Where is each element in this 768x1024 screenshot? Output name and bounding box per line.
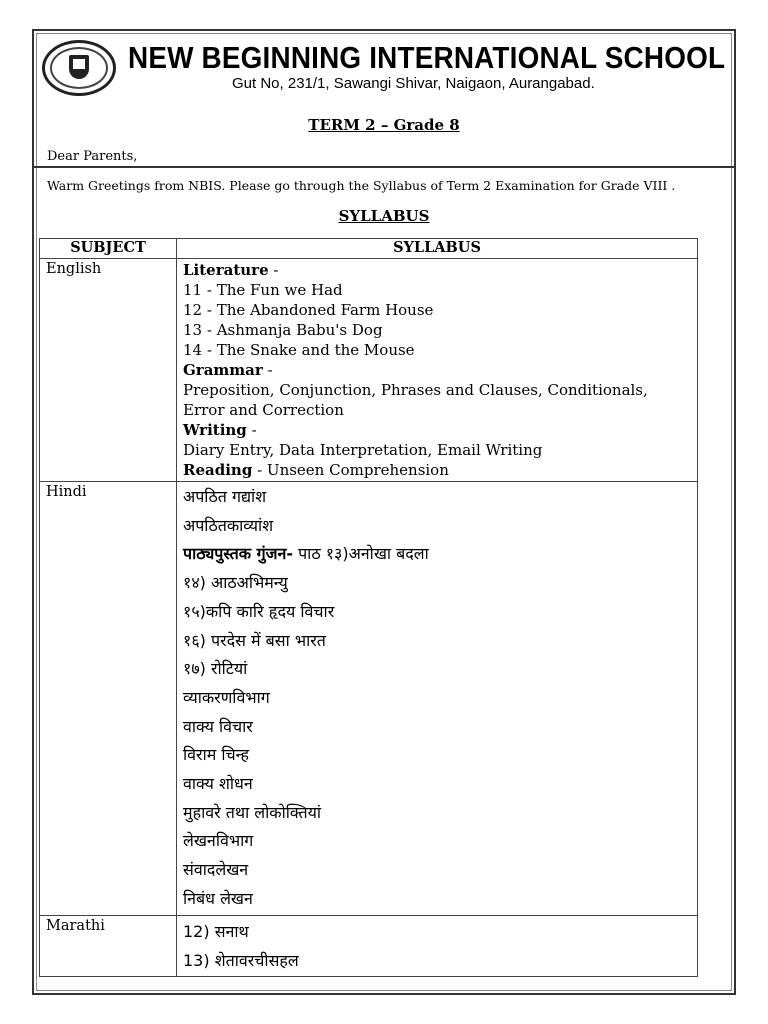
list-item: अपठितकाव्यांश bbox=[183, 515, 274, 535]
subject-marathi: Marathi bbox=[40, 915, 177, 976]
header-subject: SUBJECT bbox=[40, 239, 177, 259]
logo-shield-icon bbox=[69, 55, 89, 79]
list-item: 11 - The Fun we Had bbox=[183, 281, 343, 299]
list-item: संवादलेखन bbox=[183, 860, 249, 880]
list-item: विराम चिन्ह bbox=[183, 745, 249, 765]
subject-hindi: Hindi bbox=[40, 482, 177, 916]
list-item: लेखनविभाग bbox=[183, 831, 254, 851]
subject-english: English bbox=[40, 259, 177, 482]
list-item: व्याकरणविभाग bbox=[183, 687, 270, 707]
list-item: मुहावरे तथा लोकोक्तियां bbox=[183, 802, 321, 822]
table-row-hindi bbox=[40, 482, 698, 916]
writing-heading: Writing - bbox=[183, 421, 257, 439]
table-row-marathi bbox=[40, 915, 698, 976]
textbook-text: पाठ १३)अनोखा बदला bbox=[293, 544, 429, 564]
term-title: TERM 2 – Grade 8 bbox=[308, 116, 460, 134]
school-address: Gut No, 231/1, Sawangi Shivar, Naigaon, Aurangabad. bbox=[232, 75, 595, 92]
table-row-english bbox=[40, 259, 698, 482]
list-item: 14 - The Snake and the Mouse bbox=[183, 341, 415, 359]
textbook-label: पाठ्यपुस्तक गुंजन- bbox=[183, 544, 293, 564]
list-item: 12) सनाथ bbox=[183, 921, 249, 941]
list-item: निबंध लेखन bbox=[183, 888, 253, 908]
literature-label: Literature bbox=[183, 261, 269, 279]
list-item: 13) शेतावरचीसहल bbox=[183, 950, 299, 970]
syllabus-table bbox=[39, 238, 698, 977]
school-logo bbox=[42, 40, 116, 96]
table-header-row bbox=[40, 239, 698, 259]
header-divider bbox=[33, 166, 735, 168]
writing-label: Writing bbox=[183, 421, 247, 439]
list-item: अपठित गद्यांश bbox=[183, 487, 267, 506]
literature-heading: Literature - bbox=[183, 261, 279, 279]
list-item: Preposition, Conjunction, Phrases and Clauses, Conditionals, bbox=[183, 381, 648, 399]
syllabus-hindi bbox=[177, 482, 698, 916]
reading-text: - Unseen Comprehension bbox=[257, 461, 449, 479]
list-item: १७) रोटियां bbox=[183, 659, 248, 679]
syllabus-marathi bbox=[177, 915, 698, 976]
reading-line bbox=[183, 460, 691, 480]
grammar-label: Grammar bbox=[183, 361, 263, 379]
textbook-line bbox=[183, 540, 691, 569]
greeting-text: Warm Greetings from NBIS. Please go through the Syllabus of Term 2 Examination for Grade VIII . bbox=[47, 178, 676, 193]
list-item: Error and Correction bbox=[183, 401, 344, 419]
school-name: NEW BEGINNING INTERNATIONAL SCHOOL bbox=[128, 40, 726, 75]
list-item: 12 - The Abandoned Farm House bbox=[183, 301, 434, 319]
list-item: वाक्य शोधन bbox=[183, 774, 253, 794]
list-item: वाक्य विचार bbox=[183, 716, 253, 736]
list-item: १५)कपि कारि हृदय विचार bbox=[183, 601, 335, 621]
list-item: १६) परदेस में बसा भारत bbox=[183, 630, 326, 650]
grammar-heading: Grammar - bbox=[183, 361, 273, 379]
reading-label: Reading bbox=[183, 461, 253, 479]
list-item: १४) आठअभिमन्यु bbox=[183, 573, 288, 593]
salutation: Dear Parents, bbox=[47, 149, 138, 164]
syllabus-title: SYLLABUS bbox=[338, 207, 430, 225]
syllabus-english bbox=[177, 259, 698, 482]
list-item: 13 - Ashmanja Babu's Dog bbox=[183, 321, 383, 339]
header-syllabus: SYLLABUS bbox=[177, 239, 698, 259]
list-item: Diary Entry, Data Interpretation, Email Writing bbox=[183, 441, 543, 459]
